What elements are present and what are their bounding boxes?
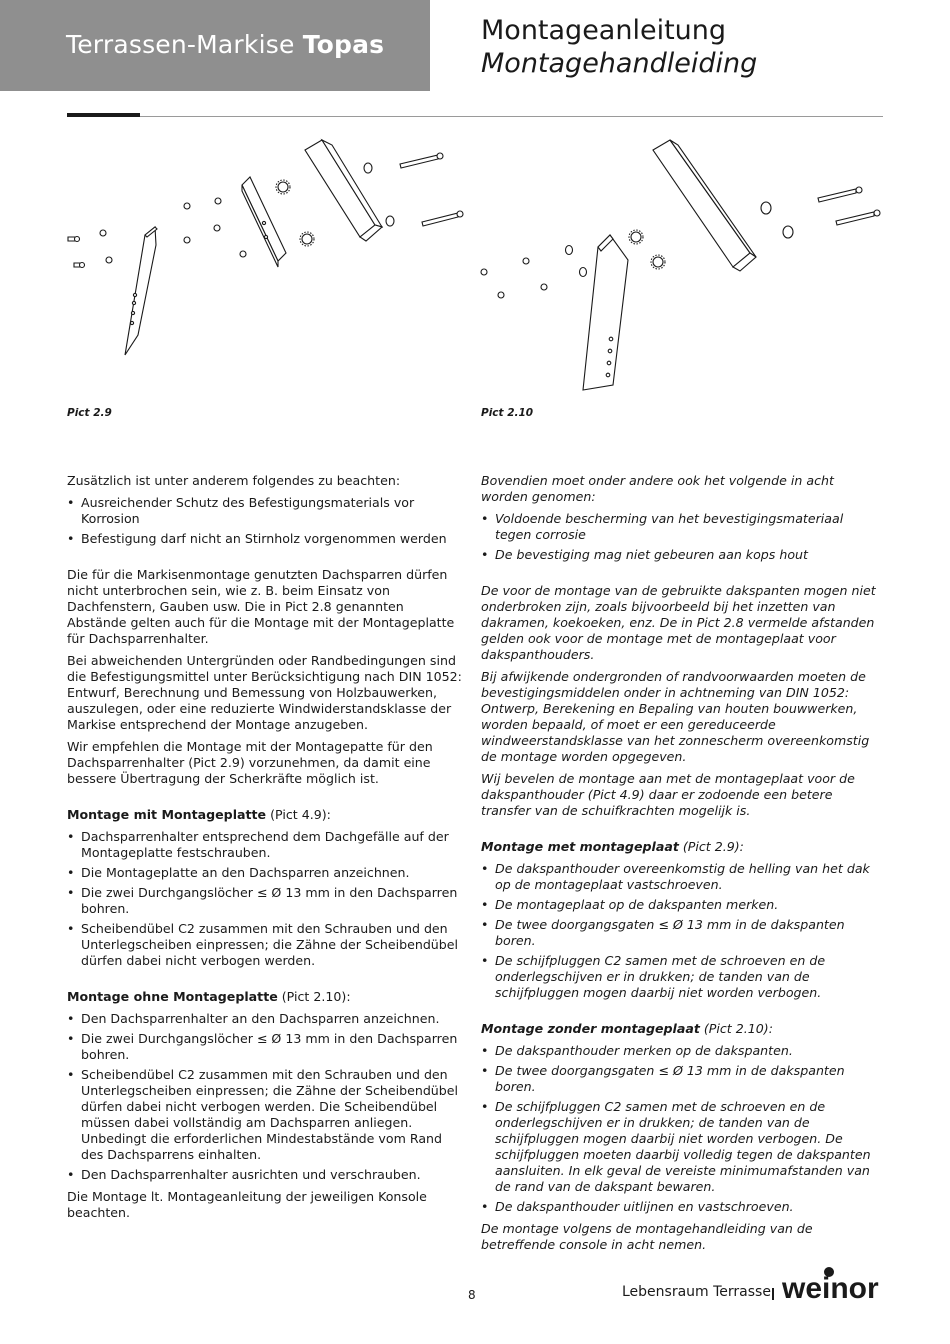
step-list [67, 1011, 467, 1183]
dutch-column [481, 473, 883, 1259]
title-german: Montageanleitung [481, 15, 727, 46]
document-title [481, 14, 757, 80]
list-item: • Die zwei Durchgangslöcher ≤ Ø 13 mm in den Dachsparren bohren. [67, 1031, 467, 1063]
header-rule-accent [67, 113, 140, 117]
list-item: • Den Dachsparrenhalter an den Dachsparren anzeichnen. [67, 1011, 467, 1027]
list-item: • Scheibendübel C2 zusammen mit den Schrauben und den Unterlegscheiben einpressen; die Zähne der Scheibendübel dürfen dabei nicht verbogen werden. Die Scheibendübel müssen dabei vollständig am Dachsparren anliegen. Unbedingt die erforderlichen Mindestabstände vom Rand des Dachsparrens einhalten. [67, 1067, 467, 1163]
brand-wordmark: weinor [782, 1272, 879, 1305]
section-title: Montage ohne Montageplatte [67, 989, 278, 1004]
intro-list [67, 495, 467, 547]
page-number: 8 [468, 1288, 476, 1302]
title-dutch: Montagehandleiding [481, 48, 758, 79]
footer-tagline: Lebensraum Terrasse [622, 1284, 771, 1300]
list-item: • Den Dachsparrenhalter ausrichten und verschrauben. [67, 1167, 467, 1183]
caption-pict-2-9: Pict 2.9 [67, 407, 112, 419]
list-item: • De bevestiging mag niet gebeuren aan kops hout [481, 547, 883, 563]
section-heading [67, 807, 467, 823]
german-column [67, 473, 467, 1227]
product-title [66, 30, 384, 59]
section-reference: (Pict 4.9): [266, 807, 331, 822]
list-item: • De schijfpluggen C2 samen met de schroeven en de onderlegschijven er in drukken; de tanden van de schijfpluggen mogen daarbij niet worden verbogen. [481, 953, 883, 1001]
section-reference: (Pict 2.10): [277, 989, 351, 1004]
list-item: • De twee doorgangsgaten ≤ Ø 13 mm in de dakspanten boren. [481, 917, 883, 949]
list-item: • Die zwei Durchgangslöcher ≤ Ø 13 mm in den Dachsparren bohren. [67, 885, 467, 917]
list-item: • Ausreichender Schutz des Befestigungsmaterials vor Korrosion [67, 495, 467, 527]
list-item: • De dakspanthouder overeenkomstig de helling van het dak op de montageplaat vastschroeven. [481, 861, 883, 893]
list-item: • Die Montageplatte an den Dachsparren anzeichnen. [67, 865, 467, 881]
list-item: • Voldoende bescherming van het bevestigingsmateriaal tegen corrosie [481, 511, 883, 543]
step-list [67, 829, 467, 969]
section-reference: (Pict 2.9): [678, 839, 744, 854]
closing-text: De montage volgens de montagehandleiding van de betreffende console in acht nemen. [481, 1221, 813, 1252]
illustration-pict-2-9 [60, 135, 470, 405]
list-item: • De montageplaat op de dakspanten merken. [481, 897, 883, 913]
section-heading [481, 1021, 883, 1037]
closing-text: Die Montage lt. Montageanleitung der jeweiligen Konsole beachten. [67, 1189, 427, 1220]
section-heading [67, 989, 467, 1005]
footer-separator [772, 1288, 774, 1300]
intro-text: Zusätzlich ist unter anderem folgendes zu beachten: [67, 473, 401, 488]
section-title: Montage zonder montageplaat [481, 1021, 700, 1036]
paragraph: Wir empfehlen die Montage mit der Montagepatte für den Dachsparrenhalter (Pict 2.9) vorzunehmen, da damit eine bessere Übertragung der Scherkräfte möglich ist. [67, 739, 433, 786]
paragraph: De voor de montage van de gebruikte dakspanten mogen niet onderbroken zijn, zoals bijvoorbeeld bij het inzetten van dakramen, koekoeken, enz. De in Pict 2.8 vermelde afstanden gelden ook voor de montage met de montageplaat voor dakspanthouders. [481, 583, 876, 662]
intro-list [481, 511, 883, 563]
paragraph: Bei abweichenden Untergründen oder Randbedingungen sind die Befestigungsmittel unter Berücksichtigung nach DIN 1052: Entwurf, Berechnung und Bemessung von Holzbauwerken, auszulegen, oder eine reduzierte Windwiderstandsklasse der Markise entsprechend der Montage anzugeben. [67, 653, 462, 732]
section-reference: (Pict 2.10): [699, 1021, 773, 1036]
paragraph: Bij afwijkende ondergronden of randvoorwaarden moeten de bevestigingsmiddelen onder in achtneming van DIN 1052: Ontwerp, Berekening en Bepaling van houten bouwwerken, worden bepaald, of moet er een gereduceerde windweerstandsklasse van het zonnescherm overeenkomstig de montage worden opgegeven. [481, 669, 870, 764]
paragraph: Wij bevelen de montage aan met de montageplaat voor de dakspanthouder (Pict 4.9) daar er zodoende een betere transfer van de schuifkrachten mogelijk is. [481, 771, 855, 818]
product-name: Terrassen-Markise [66, 30, 295, 59]
list-item: • De twee doorgangsgaten ≤ Ø 13 mm in de dakspanten boren. [481, 1063, 883, 1095]
caption-pict-2-10: Pict 2.10 [481, 407, 534, 419]
list-item: • De dakspanthouder merken op de dakspanten. [481, 1043, 883, 1059]
section-title: Montage met montageplaat [481, 839, 679, 854]
header-rule [67, 116, 883, 117]
step-list [481, 1043, 883, 1215]
paragraph: Die für die Markisenmontage genutzten Dachsparren dürfen nicht unterbrochen sein, wie z. B. beim Einsatz von Dachfenstern, Gauben usw. Die in Pict 2.8 genannten Abstände gelten auch für die Montage mit der Montageplatte für Dachsparrenhalter. [67, 567, 455, 646]
list-item: • De dakspanthouder uitlijnen en vastschroeven. [481, 1199, 883, 1215]
intro-text: Bovendien moet onder andere ook het volgende in acht worden genomen: [481, 473, 834, 504]
illustration-pict-2-10 [478, 135, 888, 405]
product-title-box [0, 0, 430, 91]
list-item: • De schijfpluggen C2 samen met de schroeven en de onderlegschijven er in drukken; de tanden van de schijfpluggen mogen daarbij niet worden verbogen. De schijfpluggen moeten daarbij volledig tegen de dakspanten aansluiten. In elk geval de vereiste minimumafstanden van de rand van de dakspant bewaren. [481, 1099, 883, 1195]
list-item: • Scheibendübel C2 zusammen mit den Schrauben und den Unterlegscheiben einpressen; die Zähne der Scheibendübel dürfen dabei nicht verbogen werden. [67, 921, 467, 969]
list-item: • Befestigung darf nicht an Stirnholz vorgenommen werden [67, 531, 467, 547]
weinor-logo [782, 1265, 884, 1305]
section-heading [481, 839, 883, 855]
product-model: Topas [302, 30, 385, 59]
step-list [481, 861, 883, 1001]
section-title: Montage mit Montageplatte [67, 807, 267, 822]
list-item: • Dachsparrenhalter entsprechend dem Dachgefälle auf der Montageplatte festschrauben. [67, 829, 467, 861]
